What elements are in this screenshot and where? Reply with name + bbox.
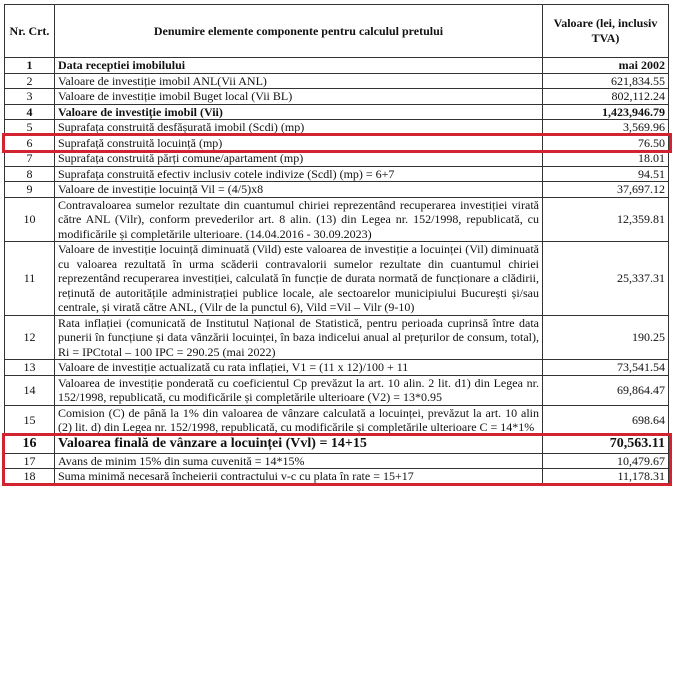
row-nr: 14 (5, 375, 55, 405)
row-description: Contravaloarea sumelor rezultate din cuantumul chiriei reprezentând recuperarea investiției virată către ANL (Vilr), conform prevederilor art. 8 alin. (13) din Legea nr. 152/1998, republicată, cu modificările și completările ulterioare. (14.04.2016 - 30.09.2023) (55, 197, 543, 242)
row-nr: 18 (5, 469, 55, 485)
row-value: 11,178.31 (543, 469, 669, 485)
row-nr: 8 (5, 166, 55, 182)
table-row (5, 435, 669, 453)
table-row (5, 89, 669, 105)
table-row (5, 104, 669, 120)
table-row (5, 405, 669, 435)
row-nr: 12 (5, 315, 55, 360)
price-calculation-document (4, 4, 668, 485)
row-nr: 11 (5, 242, 55, 316)
table-row (5, 166, 669, 182)
row-description: Valoare de investiție locuință diminuată (Vild) este valoarea de investiție a locuinței (Vil) diminuată cu valoarea rezultată în urma scăderii contravalorii sumelor rezultate din cuantumul chiriei reprezentând recuperarea investiției, calculată în funcție de durata normată de funcționare a clădirii, reținută de autoritățile administrației publice locale, ale sectoarelor municipiului București și/sau centrale, și virată către ANL, (Vilr de la punctul 6), Vild =Vil – Vilr (9-10) (55, 242, 543, 316)
table-row (5, 242, 669, 316)
row-value: 3,569.96 (543, 120, 669, 136)
row-value: mai 2002 (543, 58, 669, 74)
row-description: Rata inflației (comunicată de Institutul Național de Statistică, pentru perioada cuprinsă între data punerii în funcțiune și data vânzării locuinței, în baza indicelui anual al prețurilor de consum, total), Ri = IPCtotal – 100 IPC = 290.25 (mai 2022) (55, 315, 543, 360)
row-description: Valoare de investiție imobil (Vii) (55, 104, 543, 120)
row-nr: 9 (5, 182, 55, 198)
row-nr: 1 (5, 58, 55, 74)
table-row (5, 197, 669, 242)
header-nr: Nr. Crt. (5, 5, 55, 58)
row-nr: 3 (5, 89, 55, 105)
row-description: Comision (C) de până la 1% din valoarea de vânzare calculată a locuinței, prevăzut la art. 10 alin (2) lit. d) din Legea nr. 152/1998, republicată, cu modificările și completările ulterioare C = 14*1% (55, 405, 543, 435)
table-row (5, 375, 669, 405)
row-nr: 6 (5, 135, 55, 151)
row-description: Suprafața construită desfășurată imobil (Scdi) (mp) (55, 120, 543, 136)
row-nr: 17 (5, 453, 55, 469)
table-row (5, 182, 669, 198)
table-row (5, 73, 669, 89)
row-nr: 4 (5, 104, 55, 120)
row-description: Valoare de investiție imobil ANL(Vii ANL) (55, 73, 543, 89)
row-value: 10,479.67 (543, 453, 669, 469)
row-value: 73,541.54 (543, 360, 669, 376)
table-row (5, 315, 669, 360)
row-description: Suprafața construită părți comune/apartament (mp) (55, 151, 543, 167)
row-value: 12,359.81 (543, 197, 669, 242)
row-nr: 13 (5, 360, 55, 376)
row-description: Valoarea de investiție ponderată cu coeficientul Cp prevăzut la art. 10 alin. 2 lit. d1) din Legea nr. 152/1998, republicată, cu modificările și completările ulterioare (V2) = 13*0.95 (55, 375, 543, 405)
row-description: Suprafață construită locuință (mp) (55, 135, 543, 151)
row-description: Valoare de investiție imobil Buget local (Vii BL) (55, 89, 543, 105)
row-description: Valoare de investiție locuință Vil = (4/5)x8 (55, 182, 543, 198)
table-row (5, 360, 669, 376)
table-row (5, 58, 669, 74)
row-value: 69,864.47 (543, 375, 669, 405)
row-nr: 2 (5, 73, 55, 89)
header-value: Valoare (lei, inclusiv TVA) (543, 5, 669, 58)
table-row (5, 135, 669, 151)
row-value: 37,697.12 (543, 182, 669, 198)
row-description: Valoarea finală de vânzare a locuinței (Vvl) = 14+15 (55, 435, 543, 453)
table-row (5, 151, 669, 167)
row-nr: 10 (5, 197, 55, 242)
row-description: Valoare de investiție actualizată cu rata inflației, V1 = (11 x 12)/100 + 11 (55, 360, 543, 376)
header-description: Denumire elemente componente pentru calculul pretului (55, 5, 543, 58)
row-value: 698.64 (543, 405, 669, 435)
row-value: 621,834.55 (543, 73, 669, 89)
table-header-row (5, 5, 669, 58)
row-value: 70,563.11 (543, 435, 669, 453)
row-value: 802,112.24 (543, 89, 669, 105)
table-row (5, 469, 669, 485)
row-value: 76.50 (543, 135, 669, 151)
row-nr: 15 (5, 405, 55, 435)
row-description: Data receptiei imobilului (55, 58, 543, 74)
row-value: 25,337.31 (543, 242, 669, 316)
row-value: 18.01 (543, 151, 669, 167)
row-value: 1,423,946.79 (543, 104, 669, 120)
row-value: 190.25 (543, 315, 669, 360)
row-nr: 5 (5, 120, 55, 136)
row-description: Suma minimă necesară încheierii contractului v-c cu plata în rate = 15+17 (55, 469, 543, 485)
price-calculation-table (4, 4, 669, 485)
row-value: 94.51 (543, 166, 669, 182)
row-description: Avans de minim 15% din suma cuvenită = 14*15% (55, 453, 543, 469)
row-nr: 7 (5, 151, 55, 167)
table-row (5, 453, 669, 469)
table-row (5, 120, 669, 136)
row-nr: 16 (5, 435, 55, 453)
row-description: Suprafața construită efectiv inclusiv cotele indivize (Scdl) (mp) = 6+7 (55, 166, 543, 182)
